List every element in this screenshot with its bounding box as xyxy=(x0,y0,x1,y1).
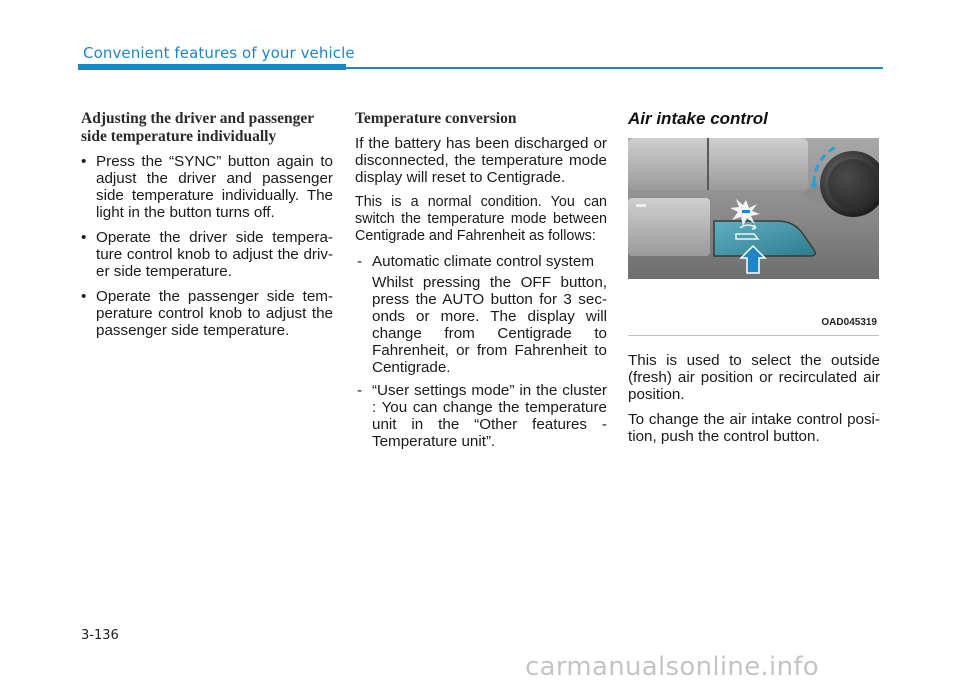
bullet-item: • Press the “SYNC” button again to adjust the driver and passenger side temperature individually. The light in the button turns off. xyxy=(81,153,333,221)
dash-item xyxy=(355,253,607,376)
dash-item-text: Whilst pressing the OFF button, press the AUTO button for 3 sec-onds or more. The display will change from Centigrade to Fahrenheit, or from Fahrenheit to Centigrade. xyxy=(372,274,607,376)
watermark: carmanualsonline.info xyxy=(525,652,820,682)
paragraph: This is used to select the outside (fresh) air position or recirculated air position. xyxy=(628,352,880,403)
heading-adjust-individually: Adjusting the driver and passenger side temperature individually xyxy=(81,110,314,145)
dash-item: - “User settings mode” in the cluster : You can change the temperature unit in the “Other features - Temperature unit”. xyxy=(355,382,607,450)
heading-temperature-conversion: Temperature conversion xyxy=(355,110,517,127)
climate-panel-illustration xyxy=(628,138,879,335)
dash-item-title: - Automatic climate control system xyxy=(372,253,594,270)
bullet-item: • Operate the passenger side tem-perature control knob to adjust the passenger side temperature. xyxy=(81,288,333,339)
page-number: 3-136 xyxy=(81,628,119,643)
paragraph: To change the air intake control posi-tion, push the control button. xyxy=(628,411,880,445)
air-intake-figure xyxy=(628,138,879,336)
paragraph: If the battery has been discharged or disconnected, the temperature mode display will reset to Centigrade. xyxy=(355,135,607,186)
bullet-list xyxy=(81,153,333,339)
heading-air-intake: Air intake control xyxy=(628,109,768,128)
column-middle xyxy=(355,110,607,456)
dash-list xyxy=(355,253,607,450)
paragraph: This is a normal condition. You can switch the temperature mode between Centigrade and Fahrenheit as follows: xyxy=(355,194,607,244)
header-rule xyxy=(346,67,883,69)
bullet-item: • Operate the driver side tempera-ture control knob to adjust the driv-er side temperature. xyxy=(81,229,333,280)
column-right xyxy=(628,110,880,453)
column-left xyxy=(81,110,333,347)
section-title: Convenient features of your vehicle xyxy=(83,44,355,62)
figure-code: OAD045319 xyxy=(821,317,877,328)
header-rule-accent xyxy=(78,64,346,70)
